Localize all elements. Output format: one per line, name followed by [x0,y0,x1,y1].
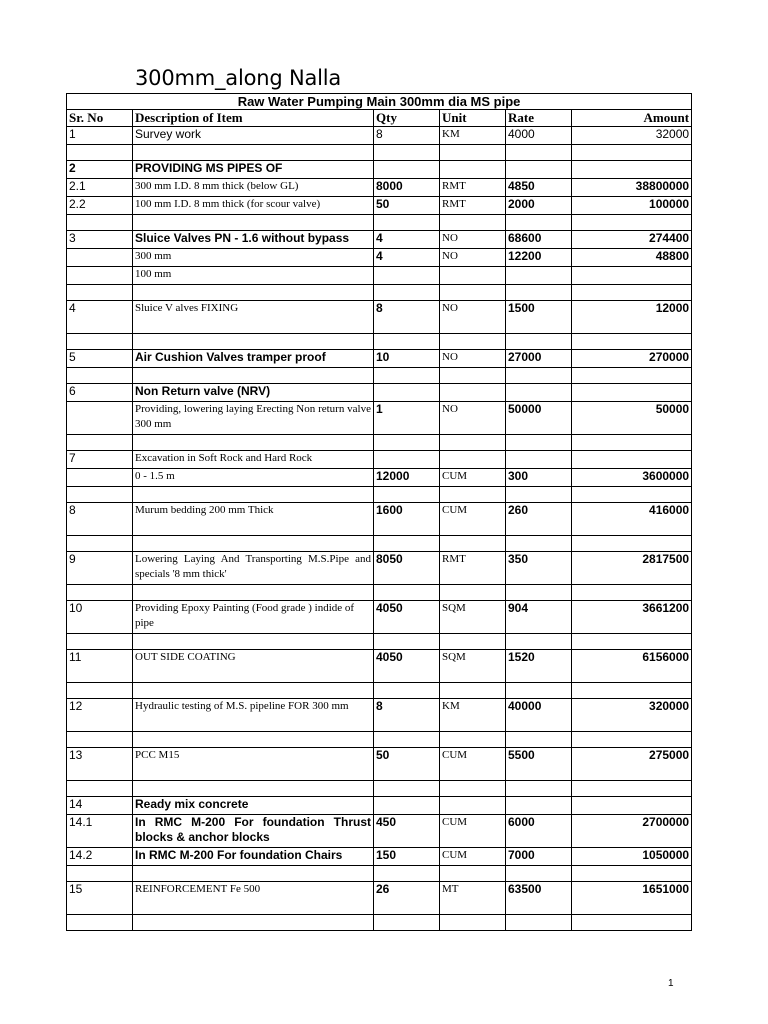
sr-no-cell [67,469,133,487]
rate-cell: 6000 [506,815,572,848]
empty-cell [506,285,572,301]
empty-cell [440,683,506,699]
unit-cell: RMT [440,552,506,585]
empty-cell [572,487,692,503]
qty-cell: 8 [374,301,440,334]
empty-cell [572,145,692,161]
table-row [67,748,692,781]
blank-row [67,634,692,650]
boq-table-body [67,94,692,931]
empty-cell [133,334,374,350]
empty-cell [506,866,572,882]
amount-cell [572,384,692,402]
rate-cell [506,797,572,815]
empty-cell [133,683,374,699]
empty-cell [67,368,133,384]
table-row [67,552,692,585]
amount-cell: 416000 [572,503,692,536]
description-cell: 0 - 1.5 m [133,469,374,487]
empty-cell [440,487,506,503]
amount-cell: 32000 [572,127,692,145]
sr-no-cell [67,402,133,435]
qty-cell: 1600 [374,503,440,536]
empty-cell [572,368,692,384]
amount-cell: 320000 [572,699,692,732]
unit-cell [440,267,506,285]
empty-cell [506,334,572,350]
table-row [67,402,692,435]
rate-cell [506,267,572,285]
unit-cell: MT [440,882,506,915]
unit-cell [440,451,506,469]
unit-cell [440,797,506,815]
empty-cell [133,368,374,384]
empty-cell [506,368,572,384]
blank-row [67,683,692,699]
sr-no-cell: 14.1 [67,815,133,848]
table-row [67,179,692,197]
empty-cell [133,781,374,797]
table-row [67,601,692,634]
rate-cell [506,384,572,402]
rate-cell: 63500 [506,882,572,915]
description-cell: Providing Epoxy Painting (Food grade ) indide of pipe [133,601,374,634]
blank-row [67,781,692,797]
blank-row [67,215,692,231]
amount-cell: 6156000 [572,650,692,683]
table-title-row [67,94,692,110]
sr-no-cell: 14 [67,797,133,815]
table-row [67,127,692,145]
table-row [67,650,692,683]
sr-no-cell: 13 [67,748,133,781]
empty-cell [133,145,374,161]
empty-cell [374,915,440,931]
unit-cell [440,384,506,402]
empty-cell [133,915,374,931]
qty-cell [374,797,440,815]
empty-cell [440,285,506,301]
qty-cell [374,451,440,469]
qty-cell: 4050 [374,650,440,683]
empty-cell [374,145,440,161]
sr-no-cell: 2.1 [67,179,133,197]
unit-cell: CUM [440,748,506,781]
unit-cell: NO [440,249,506,267]
table-row [67,197,692,215]
sr-no-cell: 10 [67,601,133,634]
empty-cell [440,585,506,601]
sr-no-cell: 4 [67,301,133,334]
blank-row [67,368,692,384]
blank-row [67,585,692,601]
description-cell: Sluice V alves FIXING [133,301,374,334]
qty-cell: 8000 [374,179,440,197]
empty-cell [374,732,440,748]
empty-cell [133,866,374,882]
empty-cell [67,487,133,503]
empty-cell [133,536,374,552]
sr-no-cell [67,249,133,267]
empty-cell [67,732,133,748]
sr-no-cell: 9 [67,552,133,585]
empty-cell [572,585,692,601]
empty-cell [572,634,692,650]
empty-cell [374,285,440,301]
empty-cell [374,536,440,552]
empty-cell [67,334,133,350]
qty-cell: 4050 [374,601,440,634]
rate-cell: 2000 [506,197,572,215]
header-rate: Rate [506,110,572,127]
rate-cell [506,451,572,469]
rate-cell [506,161,572,179]
blank-row [67,145,692,161]
empty-cell [374,215,440,231]
description-cell: Lowering Laying And Transporting M.S.Pipe and specials '8 mm thick' [133,552,374,585]
amount-cell: 38800000 [572,179,692,197]
empty-cell [440,334,506,350]
unit-cell: NO [440,402,506,435]
empty-cell [572,334,692,350]
empty-cell [67,683,133,699]
rate-cell: 1500 [506,301,572,334]
empty-cell [374,334,440,350]
empty-cell [506,781,572,797]
table-row [67,384,692,402]
amount-cell: 48800 [572,249,692,267]
description-cell: PCC M15 [133,748,374,781]
empty-cell [440,145,506,161]
description-cell: REINFORCEMENT Fe 500 [133,882,374,915]
blank-row [67,866,692,882]
amount-cell: 12000 [572,301,692,334]
table-header-row [67,110,692,127]
empty-cell [440,781,506,797]
empty-cell [440,215,506,231]
table-row [67,797,692,815]
page-heading: 300mm_along Nalla [135,66,342,90]
rate-cell: 40000 [506,699,572,732]
rate-cell: 50000 [506,402,572,435]
empty-cell [572,536,692,552]
sr-no-cell: 12 [67,699,133,732]
qty-cell: 50 [374,748,440,781]
empty-cell [67,536,133,552]
blank-row [67,285,692,301]
empty-cell [67,215,133,231]
empty-cell [440,866,506,882]
empty-cell [506,915,572,931]
boq-table [66,93,692,931]
table-row [67,301,692,334]
empty-cell [506,683,572,699]
sr-no-cell: 7 [67,451,133,469]
header-sr-no: Sr. No [67,110,133,127]
unit-cell: RMT [440,197,506,215]
amount-cell: 100000 [572,197,692,215]
empty-cell [506,585,572,601]
description-cell: Survey work [133,127,374,145]
unit-cell: SQM [440,650,506,683]
qty-cell: 4 [374,231,440,249]
header-unit: Unit [440,110,506,127]
rate-cell: 7000 [506,848,572,866]
table-row [67,350,692,368]
qty-cell: 4 [374,249,440,267]
sr-no-cell: 6 [67,384,133,402]
description-cell: 100 mm [133,267,374,285]
empty-cell [506,215,572,231]
description-cell: 300 mm I.D. 8 mm thick (below GL) [133,179,374,197]
rate-cell: 350 [506,552,572,585]
amount-cell: 1651000 [572,882,692,915]
rate-cell: 5500 [506,748,572,781]
empty-cell [374,866,440,882]
amount-cell: 275000 [572,748,692,781]
empty-cell [374,683,440,699]
empty-cell [133,634,374,650]
table-row [67,699,692,732]
empty-cell [440,634,506,650]
sr-no-cell: 3 [67,231,133,249]
unit-cell: CUM [440,469,506,487]
table-row [67,267,692,285]
empty-cell [374,368,440,384]
empty-cell [133,585,374,601]
amount-cell: 270000 [572,350,692,368]
page-number: 1 [668,978,674,989]
rate-cell: 4850 [506,179,572,197]
amount-cell: 3600000 [572,469,692,487]
description-cell: Excavation in Soft Rock and Hard Rock [133,451,374,469]
empty-cell [374,435,440,451]
amount-cell [572,797,692,815]
table-row [67,848,692,866]
sr-no-cell: 11 [67,650,133,683]
description-cell: Providing, lowering laying Erecting Non return valve 300 mm [133,402,374,435]
description-cell: Hydraulic testing of M.S. pipeline FOR 300 mm [133,699,374,732]
sr-no-cell: 15 [67,882,133,915]
sr-no-cell [67,267,133,285]
empty-cell [67,585,133,601]
sr-no-cell: 2.2 [67,197,133,215]
unit-cell: SQM [440,601,506,634]
sr-no-cell: 5 [67,350,133,368]
unit-cell: NO [440,231,506,249]
empty-cell [572,683,692,699]
table-row [67,503,692,536]
empty-cell [506,634,572,650]
unit-cell: KM [440,699,506,732]
empty-cell [133,285,374,301]
empty-cell [374,585,440,601]
rate-cell: 68600 [506,231,572,249]
empty-cell [572,781,692,797]
rate-cell: 4000 [506,127,572,145]
empty-cell [572,435,692,451]
empty-cell [572,866,692,882]
table-row [67,231,692,249]
amount-cell [572,451,692,469]
unit-cell: NO [440,350,506,368]
description-cell: Air Cushion Valves tramper proof [133,350,374,368]
empty-cell [440,435,506,451]
empty-cell [67,145,133,161]
sr-no-cell: 2 [67,161,133,179]
unit-cell: CUM [440,503,506,536]
empty-cell [440,915,506,931]
empty-cell [572,215,692,231]
rate-cell: 27000 [506,350,572,368]
empty-cell [374,781,440,797]
empty-cell [440,732,506,748]
qty-cell: 8 [374,699,440,732]
amount-cell: 1050000 [572,848,692,866]
empty-cell [506,487,572,503]
description-cell: Non Return valve (NRV) [133,384,374,402]
empty-cell [133,215,374,231]
empty-cell [440,536,506,552]
qty-cell: 1 [374,402,440,435]
empty-cell [572,285,692,301]
header-amount: Amount [572,110,692,127]
empty-cell [506,536,572,552]
table-row [67,249,692,267]
blank-row [67,334,692,350]
unit-cell [440,161,506,179]
header-description: Description of Item [133,110,374,127]
empty-cell [67,285,133,301]
blank-row [67,487,692,503]
qty-cell: 10 [374,350,440,368]
description-cell: Murum bedding 200 mm Thick [133,503,374,536]
sr-no-cell: 8 [67,503,133,536]
qty-cell: 8 [374,127,440,145]
description-cell: In RMC M-200 For foundation Chairs [133,848,374,866]
description-cell: OUT SIDE COATING [133,650,374,683]
empty-cell [572,915,692,931]
amount-cell: 2700000 [572,815,692,848]
empty-cell [133,487,374,503]
empty-cell [67,915,133,931]
table-row [67,451,692,469]
empty-cell [374,634,440,650]
empty-cell [133,435,374,451]
sr-no-cell: 1 [67,127,133,145]
qty-cell: 12000 [374,469,440,487]
description-cell: Sluice Valves PN - 1.6 without bypass [133,231,374,249]
blank-row [67,732,692,748]
description-cell: 100 mm I.D. 8 mm thick (for scour valve) [133,197,374,215]
description-cell: Ready mix concrete [133,797,374,815]
qty-cell [374,384,440,402]
empty-cell [67,435,133,451]
table-row [67,161,692,179]
table-row [67,815,692,848]
blank-row [67,536,692,552]
amount-cell: 274400 [572,231,692,249]
table-row [67,469,692,487]
unit-cell: KM [440,127,506,145]
qty-cell: 450 [374,815,440,848]
empty-cell [506,732,572,748]
qty-cell [374,267,440,285]
amount-cell: 2817500 [572,552,692,585]
rate-cell: 260 [506,503,572,536]
qty-cell: 150 [374,848,440,866]
qty-cell: 26 [374,882,440,915]
unit-cell: RMT [440,179,506,197]
unit-cell: NO [440,301,506,334]
empty-cell [572,732,692,748]
empty-cell [133,732,374,748]
empty-cell [506,145,572,161]
qty-cell [374,161,440,179]
empty-cell [374,487,440,503]
description-cell: 300 mm [133,249,374,267]
empty-cell [506,435,572,451]
table-row [67,882,692,915]
empty-cell [67,781,133,797]
qty-cell: 8050 [374,552,440,585]
rate-cell: 904 [506,601,572,634]
amount-cell: 50000 [572,402,692,435]
unit-cell: CUM [440,815,506,848]
description-cell: PROVIDING MS PIPES OF [133,161,374,179]
amount-cell [572,267,692,285]
empty-cell [440,368,506,384]
empty-cell [67,634,133,650]
rate-cell: 300 [506,469,572,487]
rate-cell: 12200 [506,249,572,267]
amount-cell: 3661200 [572,601,692,634]
rate-cell: 1520 [506,650,572,683]
blank-row [67,915,692,931]
amount-cell [572,161,692,179]
blank-row [67,435,692,451]
description-cell: In RMC M-200 For foundation Thrust blocks & anchor blocks [133,815,374,848]
sr-no-cell: 14.2 [67,848,133,866]
header-qty: Qty [374,110,440,127]
unit-cell: CUM [440,848,506,866]
empty-cell [67,866,133,882]
table-title: Raw Water Pumping Main 300mm dia MS pipe [67,94,692,110]
qty-cell: 50 [374,197,440,215]
